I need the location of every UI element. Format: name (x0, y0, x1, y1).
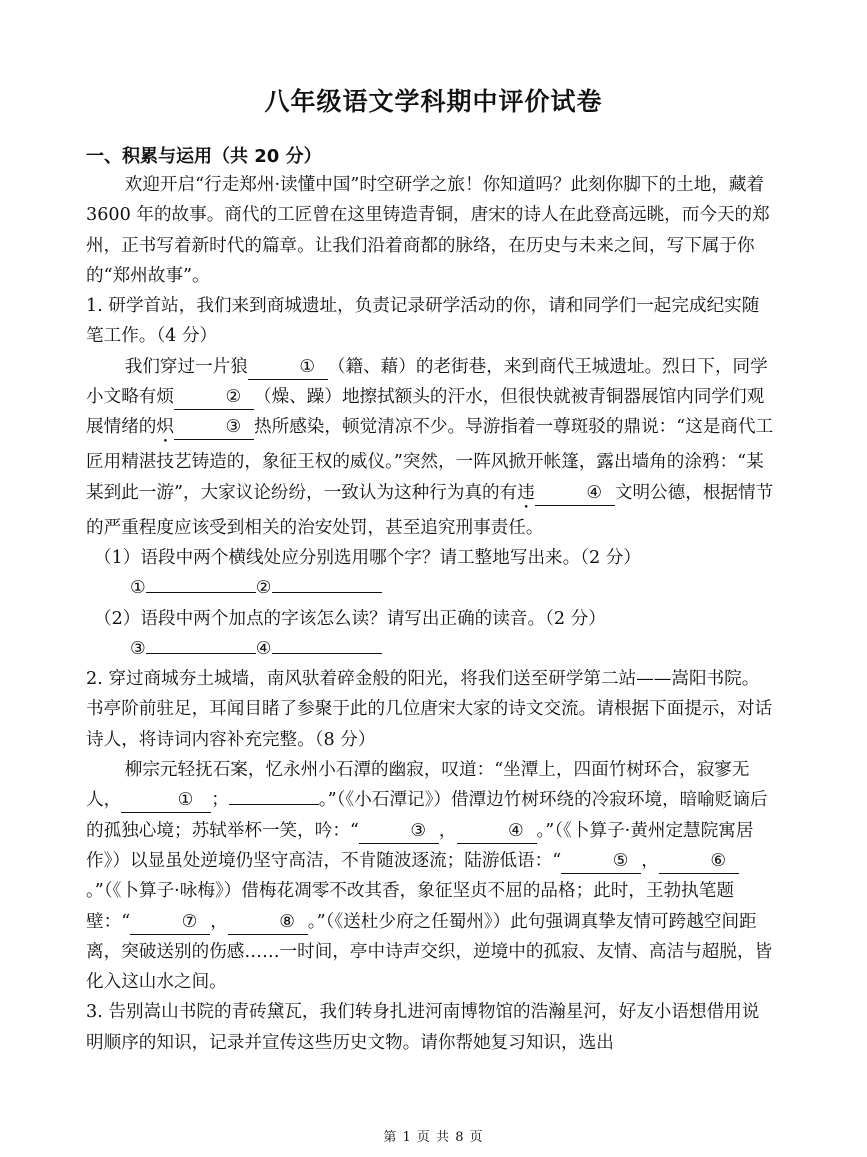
passage-text: 热所感染，顿觉清凉不少。导游指着一尊斑驳的鼎说：“这是商代工匠用精湛技艺铸造的，象征王权的威仪。”突然，一阵风掀开帐篷，露出墙角的涂鸦：“某某到此一游”，大家议论纷纷，一致认为这种行为真的有 (86, 417, 774, 503)
question-3-stem: 3. 告别嵩山书院的青砖黛瓦，我们转身扎进河南博物馆的浩瀚星河，好友小语想借用说明顺序的知识，记录并宣传这些历史文物。请你帮她复习知识，选出 (86, 1002, 760, 1053)
answer-blank-3[interactable] (146, 653, 256, 654)
answer-blank-1[interactable] (146, 592, 256, 593)
passage-text: 柳宗元轻抚石案，忆永州小石潭的幽寂，叹道：“坐潭上，四面竹树环合，寂寥无人， (86, 760, 750, 811)
poem-blank-4[interactable]: ④ (457, 819, 537, 844)
answer-marker: ② (255, 578, 272, 599)
answer-row-1 (86, 573, 776, 603)
answer-marker: ④ (255, 638, 272, 659)
fill-blank-3[interactable]: ③ (174, 415, 254, 440)
passage-text: 。”（《送杜少府之任蜀州》）此句强调真挚友情可跨越空间距离，突破送别的伤感……一时间，亭中诗声交织，逆境中的孤寂、友情、高洁与超脱，皆化入这山水之间。 (86, 911, 773, 993)
question-1-sub-2: （2）语段中两个加点的字该怎么读？请写出正确的读音。（2 分） (94, 608, 606, 629)
poem-blank-1[interactable]: ① (121, 788, 211, 813)
dotted-char-1: 炽 (156, 417, 174, 438)
fill-blank-1[interactable]: ① (248, 355, 328, 380)
page-number: 第 1 页 共 8 页 (383, 1130, 484, 1145)
intro-paragraph: 欢迎开启“行走郑州·读懂中国”时空研学之旅！你知道吗？此刻你脚下的土地，藏着 3600 年的故事。商代的工匠曾在这里铸造青铜，唐宋的诗人在此登高远眺，而今天的郑州，正书写着新时代的篇章。让我们沿着商都的脉络，在历史与未来之间，写下属于你的“郑州故事”。 (86, 175, 770, 286)
poem-blank-7[interactable]: ⑦ (130, 910, 210, 935)
answer-blank-4[interactable] (272, 653, 382, 654)
passage-text: ； (211, 790, 229, 811)
poem-blank-6[interactable]: ⑥ (659, 849, 739, 874)
passage-text: （燥、躁）地擦拭额头的汗水，但很快就被青铜器展馆内同学们观展情绪的 (86, 387, 765, 438)
passage-text: ， (210, 911, 228, 932)
poem-blank-5[interactable]: ⑤ (561, 849, 641, 874)
poem-blank-8[interactable]: ⑧ (228, 910, 308, 935)
passage-text: 。”（《卜算子·黄州定慧院寓居作》）以显虽处逆境仍坚守高洁，不肯随波逐流；陆游低语：“ (86, 820, 754, 871)
question-2-stem: 2. 穿过商城夯土城墙，南风驮着碎金般的阳光，将我们送至研学第二站——嵩阳书院。书亭阶前驻足，耳闻目睹了参聚于此的几位唐宋大家的诗文交流。请根据下面提示，对话诗人，将诗词内容补充完整。（8 分） (86, 669, 773, 750)
section-heading: 一、积累与运用（共 20 分） (86, 146, 322, 167)
page-title: 八年级语文学科期中评价试卷 (264, 87, 603, 116)
poem-blank-2[interactable] (229, 804, 319, 805)
passage-text: 。”（《小石潭记》）借潭边竹树环绕的冷寂环境，暗喻贬谪后的孤独心境；苏轼举杯一笑，吟：“ (86, 790, 768, 841)
question-1-sub-1: （1）语段中两个横线处应分别选用哪个字？请工整地写出来。（2 分） (94, 547, 641, 568)
passage-text: 。”（《卜算子·咏梅》）借梅花凋零不改其香，象征坚贞不屈的品格；此时，王勃执笔题壁：“ (86, 881, 734, 932)
question-1-passage (86, 352, 776, 543)
answer-blank-2[interactable] (272, 592, 382, 593)
exam-body (86, 170, 776, 1058)
answer-marker: ③ (130, 638, 146, 659)
answer-row-2 (86, 634, 776, 664)
passage-text: 我们穿过一片狼 (124, 356, 248, 377)
answer-marker: ① (130, 578, 146, 599)
passage-text: ， (438, 820, 457, 841)
question-2-passage (86, 755, 776, 997)
passage-text: （籍、藉）的老街巷，来到商代王城遗址。烈日下，同学小文略有烦 (86, 356, 768, 408)
passage-text: 文明公德，根据情节的严重程度应该受到相关的治安处罚，甚至追究刑事责任。 (86, 482, 774, 538)
fill-blank-4[interactable]: ④ (535, 481, 615, 506)
dotted-char-2: 违 (517, 482, 535, 503)
fill-blank-2[interactable]: ② (174, 385, 254, 410)
passage-text: ， (641, 850, 659, 871)
question-1-stem: 1. 研学首站，我们来到商城遗址，负责记录研学活动的你，请和同学们一起完成纪实随笔工作。（4 分） (86, 296, 760, 347)
poem-blank-3[interactable]: ③ (359, 819, 439, 844)
